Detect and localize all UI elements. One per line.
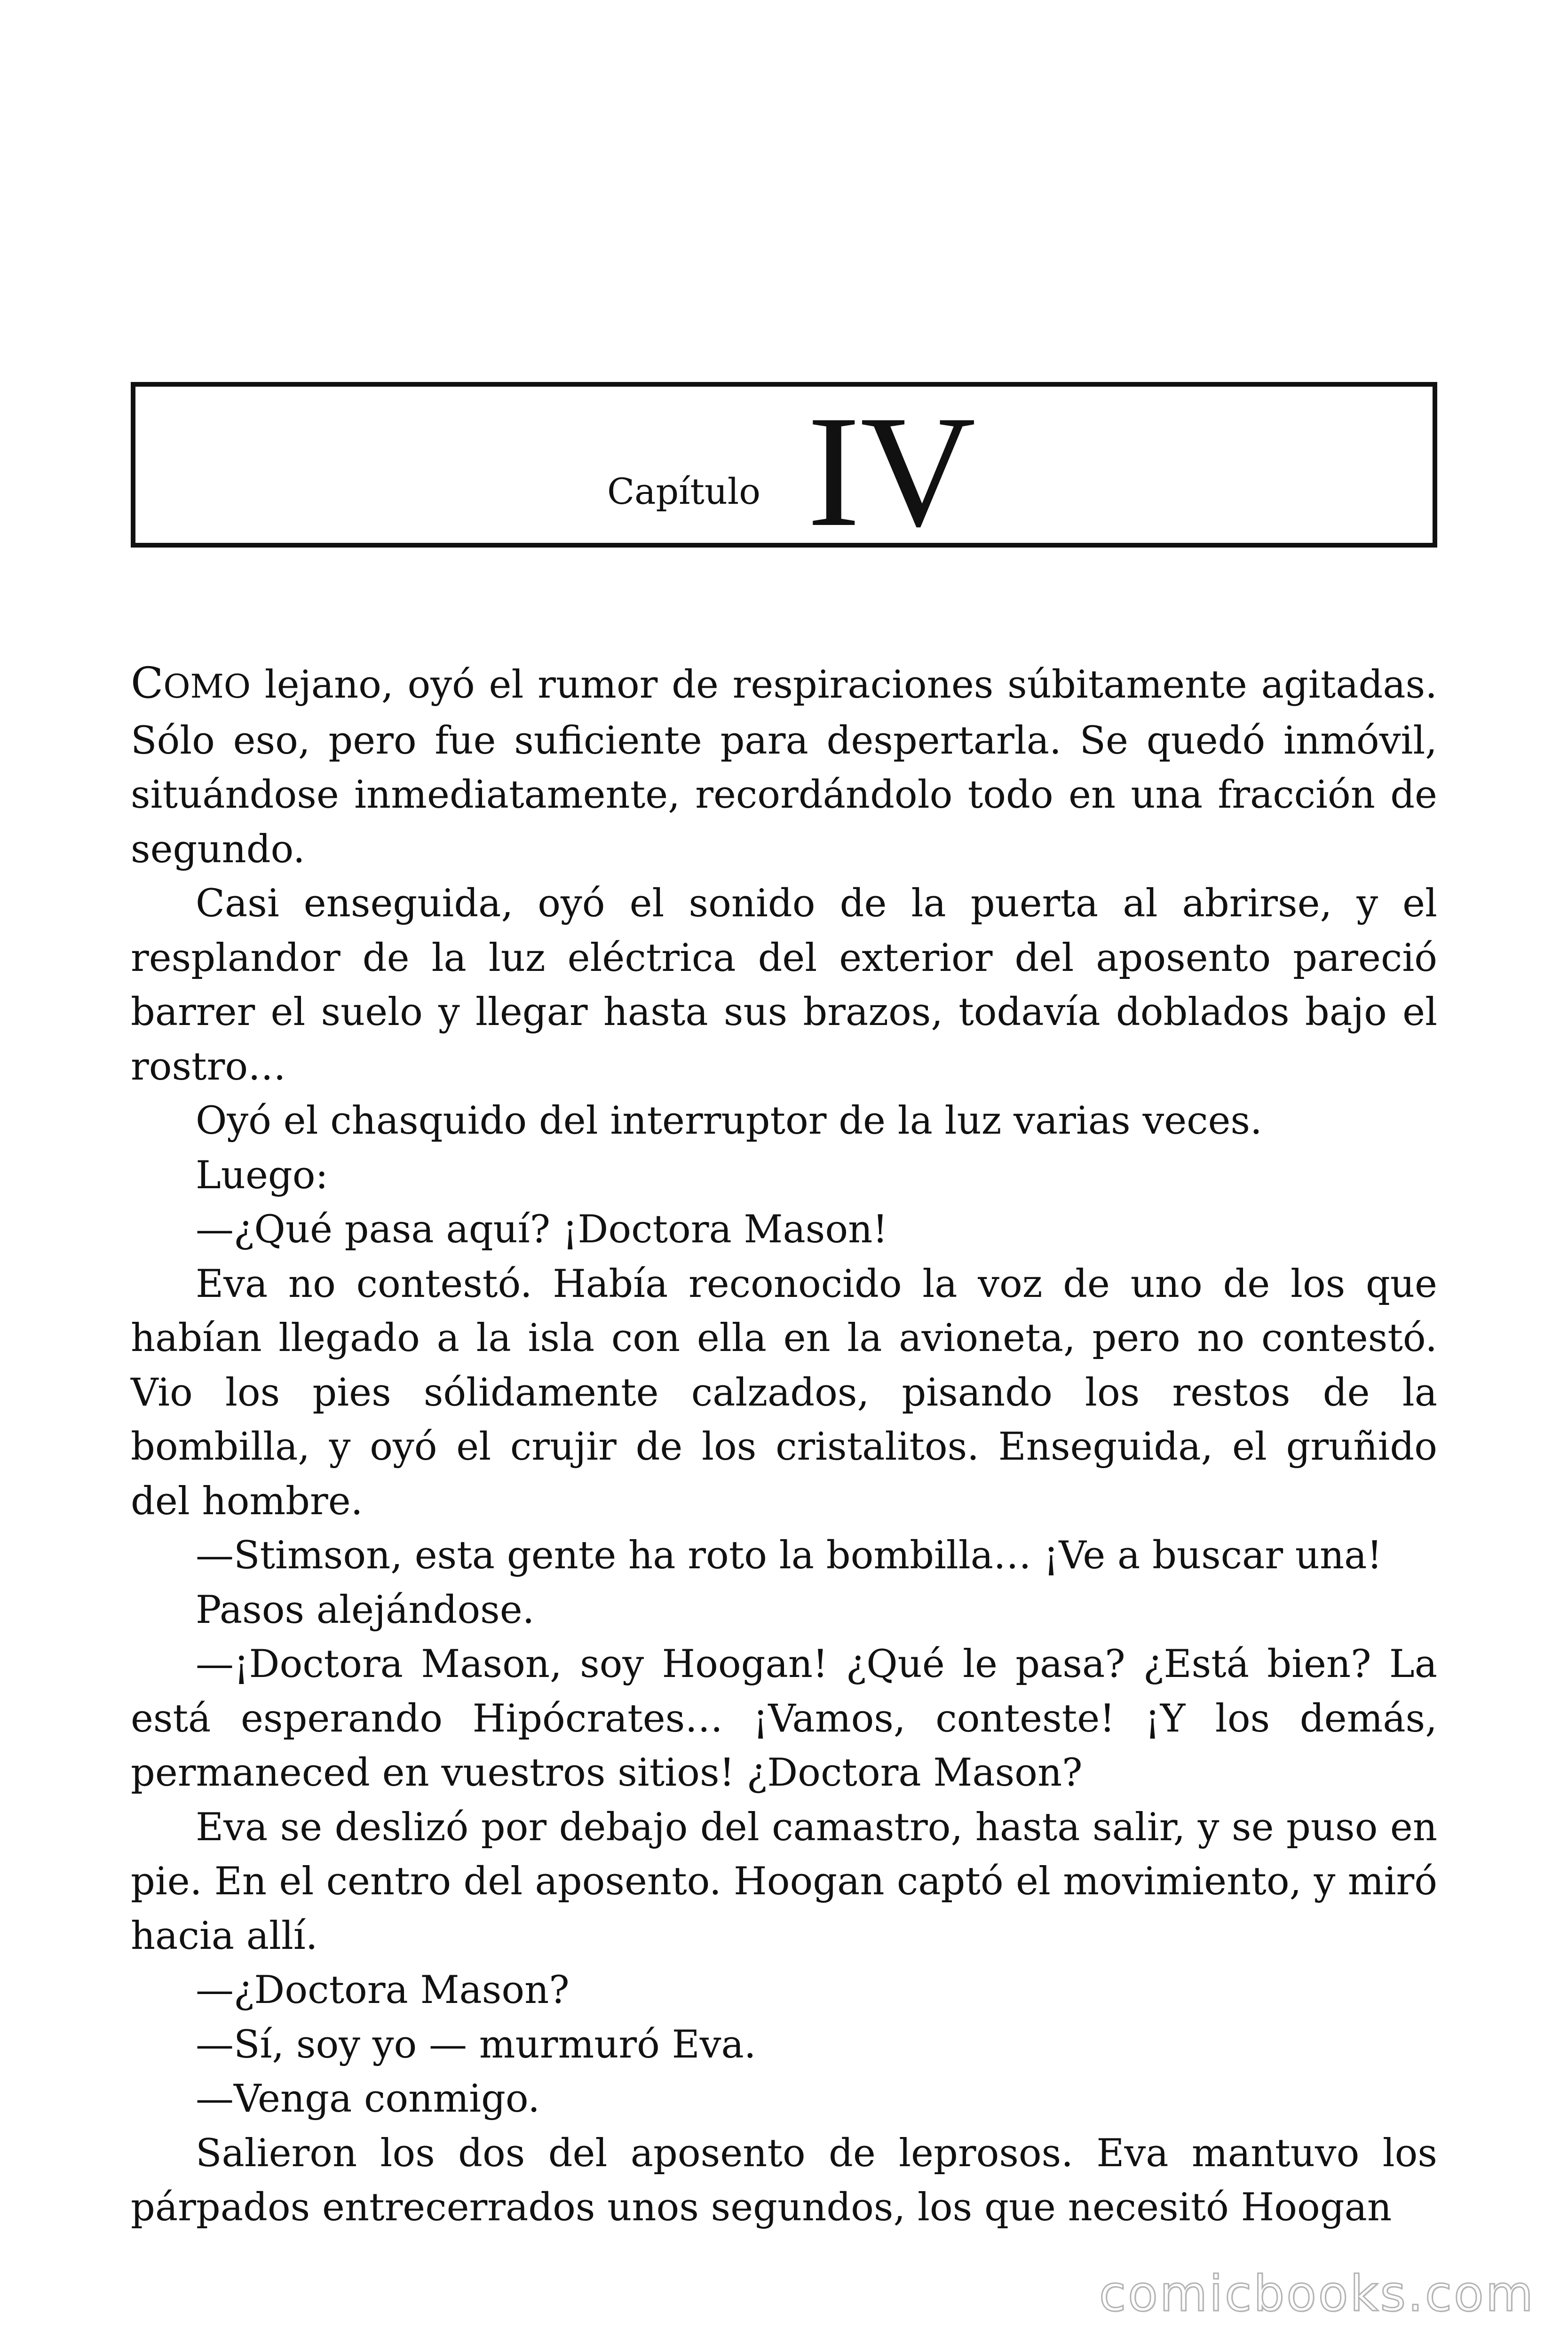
paragraph: Casi enseguida, oyó el sonido de la puerta al abrirse, y el resplandor de la luz eléctrica del exterior del aposento pareció barrer el suelo y llegar hasta sus brazos, todavía doblados bajo el rostro… bbox=[131, 882, 1437, 1089]
chapter-heading-box bbox=[131, 382, 1437, 560]
drop-cap: C bbox=[131, 659, 164, 708]
dialogue-line: —¿Doctora Mason? bbox=[196, 1968, 570, 2012]
paragraph: Oyó el chasquido del interruptor de la luz varias veces. bbox=[196, 1099, 1262, 1143]
dialogue-line: —Sí, soy yo — murmuró Eva. bbox=[196, 2022, 756, 2067]
paragraph: Salieron los dos del aposento de leprosos. Eva mantuvo los párpados entrecerrados unos segundos, los que necesitó Hoogan bbox=[131, 2131, 1437, 2230]
dialogue-line: —¡Doctora Mason, soy Hoogan! ¿Qué le pasa? ¿Está bien? La está esperando Hipócrates… ¡Vamos, conteste! ¡Y los demás, permaneced en vuestros sitios! ¿Doctora Mason? bbox=[131, 1642, 1437, 1795]
chapter-label: Capítulo bbox=[607, 470, 760, 512]
watermark: comicbooks.com bbox=[1099, 2265, 1535, 2322]
paragraph: Eva no contestó. Había reconocido la voz de uno de los que habían llegado a la isla con ella en la avioneta, pero no contestó. Vio los pies sólidamente calzados, pisando los restos de la bombilla, y oyó el crujir de los cristalitos. Enseguida, el gruñido del hombre. bbox=[131, 1262, 1437, 1524]
paragraph: Luego: bbox=[196, 1153, 328, 1198]
dialogue-line: —Stimson, esta gente ha roto la bombilla… ¡Ve a buscar una! bbox=[196, 1534, 1382, 1578]
paragraph: Eva se deslizó por debajo del camastro, hasta salir, y se puso en pie. En el centro del aposento. Hoogan captó el movimiento, y miró hacia allí. bbox=[131, 1805, 1437, 1958]
dialogue-line: —¿Qué pasa aquí? ¡Doctora Mason! bbox=[196, 1208, 888, 1252]
paragraph bbox=[131, 656, 1437, 877]
chapter-number: IV bbox=[807, 382, 976, 560]
paragraph: Pasos alejándose. bbox=[196, 1588, 535, 1632]
paragraph-text: lejano, oyó el rumor de respiraciones súbitamente agitadas. Sólo eso, pero fue suficiente para despertarla. Se quedó inmóvil, situándose inmediatamente, recordándolo todo en una fracción de segundo. bbox=[131, 663, 1437, 872]
small-caps-lead: OMO bbox=[163, 667, 251, 706]
chapter-body-text bbox=[131, 656, 1437, 2235]
dialogue-line: —Venga conmigo. bbox=[196, 2077, 540, 2121]
